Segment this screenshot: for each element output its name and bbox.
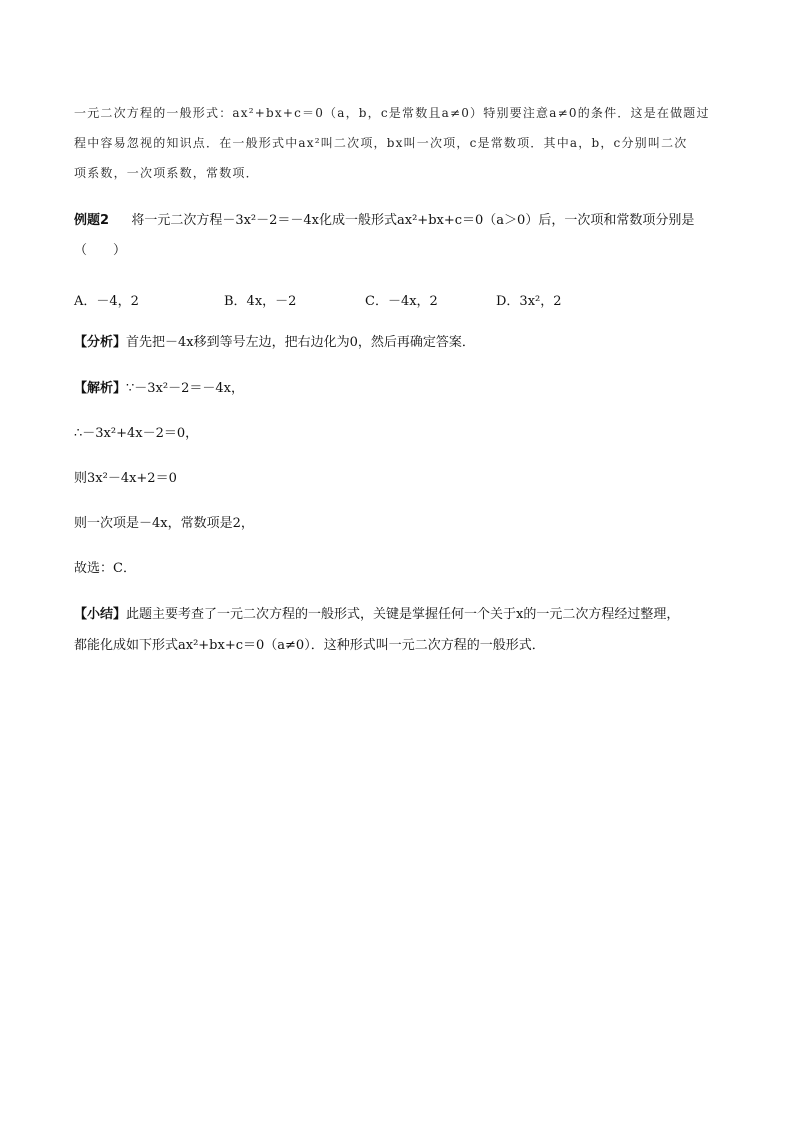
solution-line-5: 故选：C．	[74, 561, 136, 576]
option-d: D．3x²，2	[496, 294, 562, 309]
example-label: 例题2	[74, 213, 110, 228]
option-c: C．－4x，2	[365, 294, 438, 309]
analysis-line	[74, 334, 475, 352]
analysis-text: 首先把－4x移到等号左边，把右边化为0，然后再确定答案．	[126, 335, 475, 350]
option-a: A．－4，2	[74, 294, 139, 309]
solution-label: 【解析】	[74, 381, 127, 396]
solution-line-2: ∴－3x²+4x－2＝0，	[74, 426, 199, 441]
solution-line-3: 则3x²－4x+2＝0	[74, 471, 177, 486]
solution-line-4: 则一次项是－4x，常数项是2，	[74, 516, 254, 531]
example-paren: （ ）	[74, 243, 127, 258]
summary-text-1: 此题主要考查了一元二次方程的一般形式，关键是掌握任何一个关于x的一元二次方程经过整理，	[126, 607, 680, 622]
analysis-label: 【分析】	[74, 335, 127, 350]
summary-line-2: 都能化成如下形式ax²+bx+c＝0（a≠0）．这种形式叫一元二次方程的一般形式．	[74, 638, 545, 653]
example-question	[74, 212, 694, 230]
solution-line-1	[74, 380, 244, 398]
summary-label: 【小结】	[74, 607, 127, 622]
intro-line-3: 项系数，一次项系数，常数项．	[74, 166, 259, 180]
example-question-text: 将一元二次方程－3x²－2＝－4x化成一般形式ax²+bx+c＝0（a＞0）后，一次项和常数项分别是	[131, 213, 695, 228]
intro-line-2: 程中容易忽视的知识点．在一般形式中ax²叫二次项，bx叫一次项，c是常数项．其中a，b，c分别叫二次	[74, 136, 688, 150]
summary-line-1	[74, 606, 679, 624]
intro-line-1: 一元二次方程的一般形式：ax²+bx+c＝0（a，b，c是常数且a≠0）特别要注意a≠0的条件．这是在做题过	[74, 106, 710, 120]
option-b: B．4x，－2	[224, 294, 297, 309]
solution-text-1: ∵－3x²－2＝－4x，	[126, 381, 244, 396]
